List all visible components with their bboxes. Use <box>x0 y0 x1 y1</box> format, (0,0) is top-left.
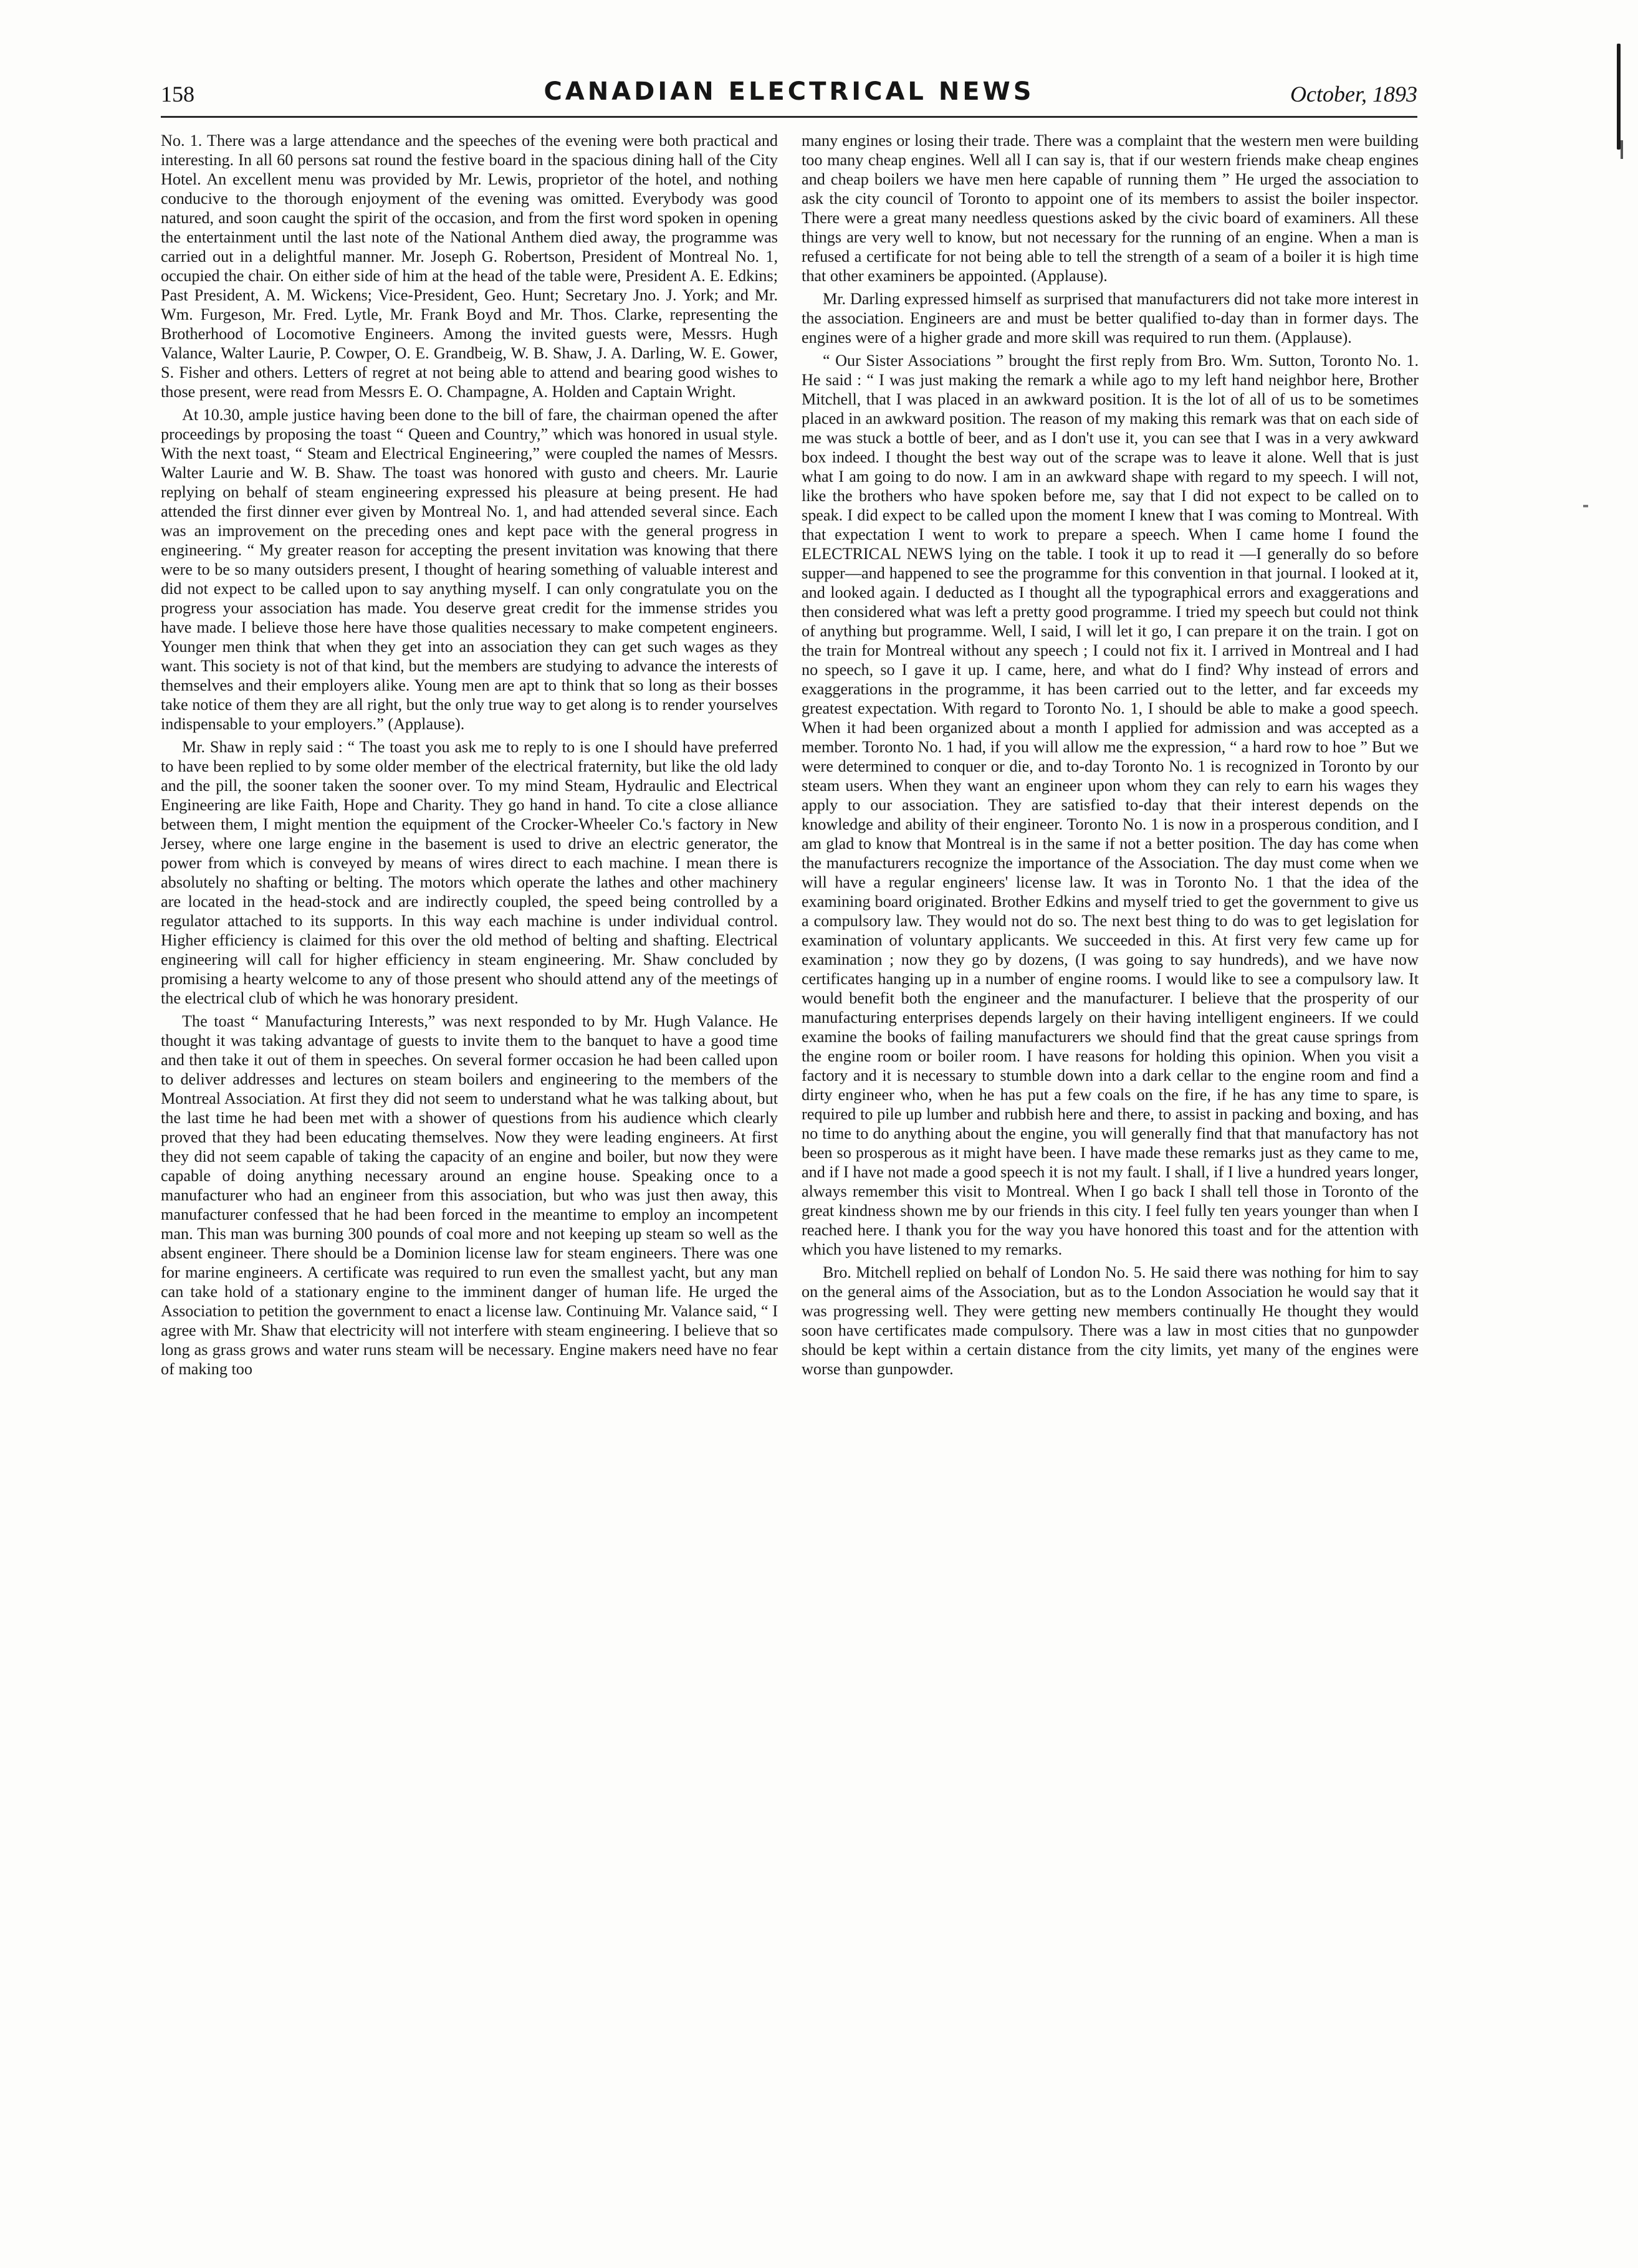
binding-edge-mark <box>1617 44 1621 150</box>
header-rule <box>161 116 1417 118</box>
print-speck <box>1583 505 1588 507</box>
article-paragraph: “ Our Sister Associations ” brought the first reply from Bro. Wm. Sutton, Toronto No. 1. He said : “ I was just making the remark a while ago to my left hand neighbor here, Brother Mitchell, that I was placed in an awkward position. It is the lot of all of us to be sometimes placed in an awkward position. The reason of my making this remark was that on each side of me was stuck a bottle of beer, and as I don't use it, you can see that I was in a very awkward box indeed. I thought the best way out of the scrape was to leave it alone. Well that is just what I am going to do now. I am in an awkward shape with regard to my speech. I will not, like the brothers who have spoken before me, say that I did not expect to be called on to speak. I did expect to be called upon the moment I knew that I was coming to Montreal. With that expectation I went to work to prepare a speech. When I came home I found the ELECTRICAL NEWS lying on the table. I took it up to read it —I generally do so before supper—and happened to see the programme for this convention in that journal. I looked at it, and looked again. I deducted as I thought all the typographical errors and exaggerations and then considered what was left a pretty good programme. I tried my speech but could not think of anything but programme. Well, I said, I will let it go, I can prepare it on the train. I got on the train for Montreal without any speech ; I could not fix it. I arrived in Montreal and I had no speech, so I gave it up. I came, here, and what do I find? Why instead of errors and exaggerations in the programme, it has been carried out to the letter, and far exceeds my greatest expectation. With regard to Toronto No. 1, I should be able to make a good speech. When it had been organized about a month I applied for admission and was accepted as a member. Toronto No. 1 had, if you will allow me the expression, “ a hard row to hoe ” But we were determined to conquer or die, and to-day Toronto No. 1 is recognized in Toronto by our steam users. When they want an engineer upon whom they can rely to earn his wages they apply to our association. They are satisfied to-day that their interest depends on the knowledge and ability of their engineer. Toronto No. 1 is now in a prosperous condition, and I am glad to know that Montreal is in the same if not a better position. The day has come when the manufacturers recognize the importance of the Association. The day must come when we will have a regular engineers' license law. It was in Toronto No. 1 that the idea of the examining board originated. Brother Edkins and myself tried to get the government to give us a compulsory law. They would not do so. The next best thing to do was to get legislation for examination of voluntary applicants. We succeeded in this. At first very few came up for examination ; now they go by dozens, (I was going to say hundreds), and we have now certificates hanging up in a number of engine rooms. I would like to see a compulsory law. It would benefit both the engineer and the manufacturer. I believe that the prosperity of our manufacturing enterprises depends largely on their having intelligent engineers. If we could examine the books of failing manufacturers we should find that the great cause springs from the engine room or boiler room. I have reasons for holding this opinion. When you visit a factory and it is necessary to stumble down into a dark cellar to the engine room and find a dirty engineer who, when he has put a few coals on the fire, if he has any time to spare, is required to pile up lumber and rubbish here and there, to assist in packing and boxing, and has no time to do anything about the engine, you will generally find that that manufactory has not been so prosperous as it might have been. I have made these remarks just as they came to me, and if I have not made a good speech it is not my fault. I shall, if I live a hundred years longer, always remember this visit to Montreal. When I go back I shall tell those in Toronto of the great kindness shown me by our friends in this city. I feel fully ten years younger than when I reached here. I thank you for the way you have honored this toast and for the attention with which you have listened to my remarks. <box>802 352 1419 1258</box>
binding-edge-mark <box>1621 140 1623 159</box>
article-paragraph: many engines or losing their trade. There was a complaint that the western men were building too many cheap engines. Well all I can say is, that if our western friends make cheap engines and cheap boilers we have men here capable of running them ” He urged the association to ask the city council of Toronto to appoint one of its members to assist the boiler inspector. There were a great many needless questions asked by the civic board of examiners. All these things are very well to know, but not necessary for the running of an engine. When a man is refused a certificate for not being able to tell the strength of a seam of a boiler it is high time that other examiners be appointed. (Applause). <box>802 132 1419 285</box>
issue-date: October, 1893 <box>1290 82 1417 107</box>
page-number: 158 <box>161 82 194 107</box>
left-column <box>161 131 778 1382</box>
article-paragraph: Mr. Shaw in reply said : “ The toast you ask me to reply to is one I should have preferred to have been replied to by some older member of the electrical fraternity, but like the old lady and the pill, the sooner taken the sooner over. To my mind Steam, Hydraulic and Electrical Engineering are like Faith, Hope and Charity. They go hand in hand. To cite a close alliance between them, I might mention the equipment of the Crocker-Wheeler Co.'s factory in New Jersey, where one large engine in the basement is used to drive an electric generator, the power from which is conveyed by means of wires direct to each machine. I mean there is absolutely no shafting or belting. The motors which operate the lathes and other machinery are located in the head-stock and are indirectly coupled, the speed being controlled by a regulator attached to its supports. In this way each machine is under individual control. Higher efficiency is claimed for this over the old method of belting and shafting. Electrical engineering will call for higher efficiency in steam engineering. Mr. Shaw concluded by promising a hearty welcome to any of those present who should attend any of the meetings of the electrical club of which he was honorary president. <box>161 738 778 1007</box>
article-paragraph: The toast “ Manufacturing Interests,” was next responded to by Mr. Hugh Valance. He thought it was taking advantage of guests to invite them to the banquet to have a good time and then take it out of them in speeches. On several former occasion he had been called upon to deliver addresses and lectures on steam boilers and engineering to the members of the Montreal Association. At first they did not seem to understand what he was talking about, but the last time he had been met with a shower of questions from his audience which clearly proved that they had been educating themselves. Now they were leading engineers. At first they did not seem capable of taking the capacity of an engine and boiler, but now they were capable of doing anything necessary around an engine house. Speaking once to a manufacturer who had an engineer from this association, but who was just then away, this manufacturer confessed that he had been forced in the meantime to employ an incompetent man. This man was burning 300 pounds of coal more and not keeping up steam so well as the absent engineer. There should be a Dominion license law for steam engineers. There was one for marine engineers. A certificate was required to run even the smallest yacht, but any man can take hold of a stationary engine to the imminent danger of human life. He urged the Association to petition the government to enact a license law. Continuing Mr. Valance said, “ I agree with Mr. Shaw that electricity will not interfere with steam engineering. I believe that so long as grass grows and water runs steam will be necessary. Engine makers need have no fear of making too <box>161 1012 778 1378</box>
article-paragraph: Mr. Darling expressed himself as surprised that manufacturers did not take more interest in the association. Engineers are and must be better qualified to-day than in former days. The engines were of a higher grade and more skill was required to run them. (Applause). <box>802 290 1419 347</box>
article-paragraph: No. 1. There was a large attendance and the speeches of the evening were both practical and interesting. In all 60 persons sat round the festive board in the spacious dining hall of the City Hotel. An excellent menu was provided by Mr. Lewis, proprietor of the hotel, and nothing conducive to the thorough enjoyment of the evening was omitted. Everybody was good natured, and soon caught the spirit of the occasion, and from the first word spoken in opening the entertainment until the last note of the National Anthem died away, the programme was carried out in a delightful manner. Mr. Joseph G. Robertson, President of Montreal No. 1, occupied the chair. On either side of him at the head of the table were, President A. E. Edkins; Past President, A. M. Wickens; Vice-President, Geo. Hunt; Secretary Jno. J. York; and Mr. Wm. Furgeson, Mr. Fred. Lytle, Mr. Frank Boyd and Mr. Thos. Clarke, representing the Brotherhood of Locomotive Engineers. Among the invited guests were, Messrs. Hugh Valance, Walter Laurie, P. Cowper, O. E. Grandbeig, W. B. Shaw, J. A. Darling, W. E. Gower, S. Fisher and others. Letters of regret at not being able to attend and bearing good wishes to those present, were read from Messrs E. O. Champagne, A. Holden and Captain Wright. <box>161 132 778 401</box>
right-column <box>802 131 1419 1382</box>
page-header <box>161 75 1417 112</box>
article-paragraph: Bro. Mitchell replied on behalf of London No. 5. He said there was nothing for him to say on the general aims of the Association, but as to the London Association he would say that it was progressing well. They were getting new members continually He thought they would soon have certificates made compulsory. There was a law in most cities that no gunpowder should be kept within a certain distance from the city limits, yet many of the engines were worse than gunpowder. <box>802 1263 1419 1378</box>
masthead-title: CANADIAN ELECTRICAL NEWS <box>544 77 1035 106</box>
article-paragraph: At 10.30, ample justice having been done to the bill of fare, the chairman opened the after proceedings by proposing the toast “ Queen and Country,” which was honored in usual style. With the next toast, “ Steam and Electrical Engineering,” were coupled the names of Messrs. Walter Laurie and W. B. Shaw. The toast was honored with gusto and cheers. Mr. Laurie replying on behalf of steam engineering expressed his pleasure at being present. He had attended the first dinner ever given by Montreal No. 1, and had attended several since. Each was an improvement on the preceding ones and kept pace with the general progress in engineering. “ My greater reason for accepting the present invitation was knowing that there were to be so many outsiders present, I thought of hearing something of valuable interest and did not expect to be called upon to say anything myself. I can only congratulate you on the progress your association has made. You deserve great credit for the immense strides you have made. I believe those here have those qualities necessary to make competent engineers. Younger men think that when they get into an association they can get such wages as they want. This society is not of that kind, but the members are studying to advance the interests of themselves and their employers alike. Young men are apt to think that so long as their bosses take notice of them they are all right, but the only true way to get along is to render yourselves indispensable to your employers.” (Applause). <box>161 406 778 733</box>
